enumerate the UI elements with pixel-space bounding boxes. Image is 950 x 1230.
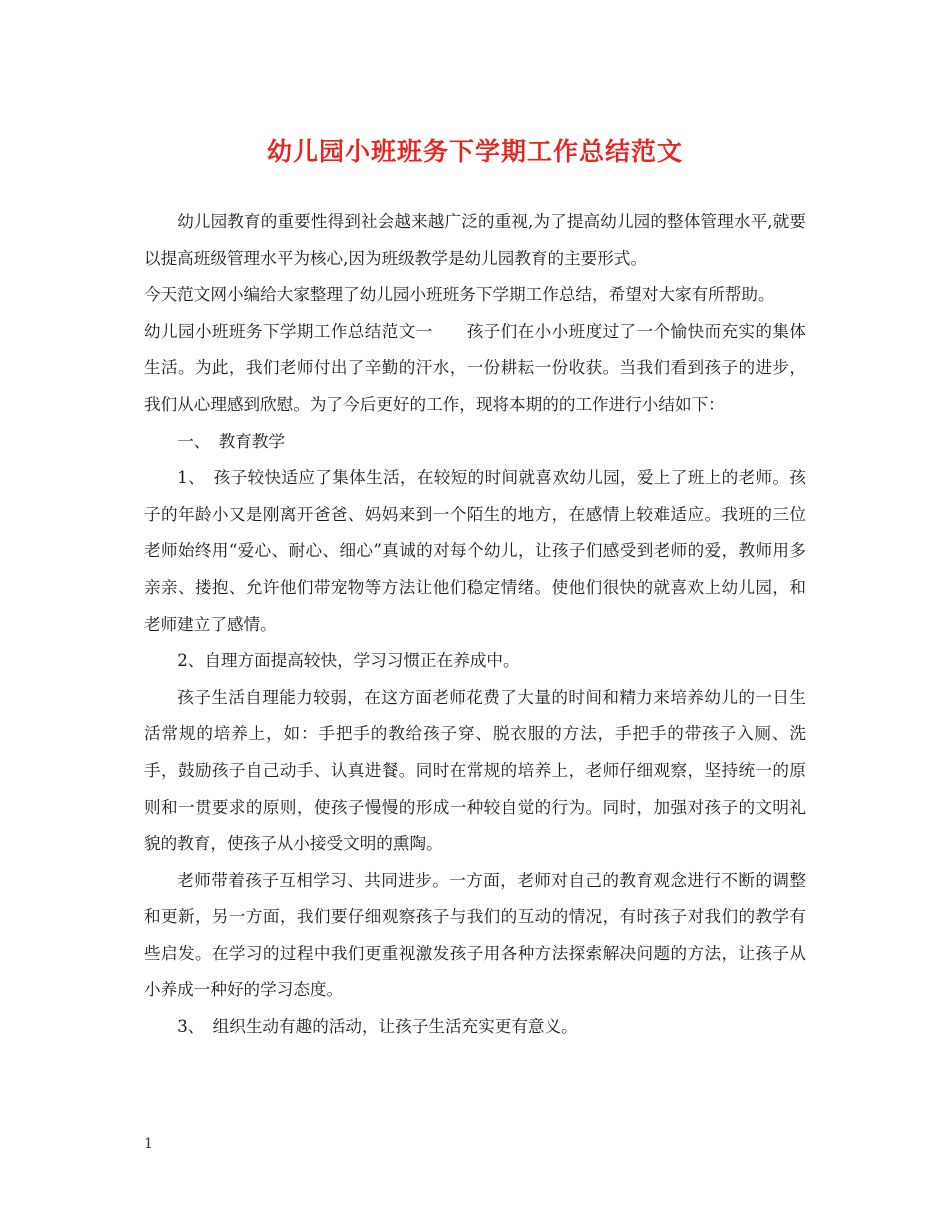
paragraph-learning-together: 老师带着孩子互相学习、共同进步。一方面，老师对自己的教育观念进行不断的调整和更新，另一方面，我们要仔细观察孩子与我们的互动的情况，有时孩子对我们的教学有些启发。在学习的过程中我们更重视激发孩子用各种方法探索解决问题的方法，让孩子从小养成一种好的学习态度。 — [144, 870, 806, 1000]
document-title: 幼儿园小班班务下学期工作总结范文 — [266, 137, 683, 166]
paragraph-point-3: 3、 组织生动有趣的活动，让孩子生活充实更有意义。 — [177, 1017, 578, 1037]
paragraph-editor-note: 今天范文网小编给大家整理了幼儿园小班班务下学期工作总结，希望对大家有所帮助。 — [144, 285, 775, 305]
document-body — [144, 204, 806, 1046]
paragraph-section-one-intro: 幼儿园小班班务下学期工作总结范文一 孩子们在小小班度过了一个愉快而充实的集体生活。为此，我们老师付出了辛勤的汗水，一份耕耘一份收获。当我们看到孩子的进步，我们从心理感到欣慰。为了今后更好的工作，现将本期的的工作进行小结如下： — [144, 321, 806, 414]
paragraph-intro: 幼儿园教育的重要性得到社会越来越广泛的重视,为了提高幼儿园的整体管理水平,就要以提高班级管理水平为核心,因为班级教学是幼儿园教育的主要形式。 — [144, 212, 806, 268]
paragraph-point-1: 1、 孩子较快适应了集体生活，在较短的时间就喜欢幼儿园，爱上了班上的老师。孩子的年龄小又是刚离开爸爸、妈妈来到一个陌生的地方，在感情上较难适应。我班的三位老师始终用“爱心、耐心、细心”真诚的对每个幼儿，让孩子们感受到老师的爱，教师用多亲亲、搂抱、允许他们带宠物等方法让他们稳定情绪。使他们很快的就喜欢上幼儿园，和老师建立了感情。 — [144, 468, 806, 634]
paragraph-point-2: 2、自理方面提高较快，学习习惯正在养成中。 — [177, 651, 520, 671]
page-number: 1 — [144, 1136, 153, 1152]
paragraph-self-care: 孩子生活自理能力较弱，在这方面老师花费了大量的时间和精力来培养幼儿的一日生活常规的培养上，如：手把手的教给孩子穿、脱衣服的方法，手把手的带孩子入厕、洗手，鼓励孩子自己动手、认真进餐。同时在常规的培养上，老师仔细观察，坚持统一的原则和一贯要求的原则，使孩子慢慢的形成一种较自觉的行为。同时，加强对孩子的文明礼貌的教育，使孩子从小接受文明的熏陶。 — [144, 687, 806, 854]
heading-education-teaching: 一、 教育教学 — [177, 431, 286, 451]
